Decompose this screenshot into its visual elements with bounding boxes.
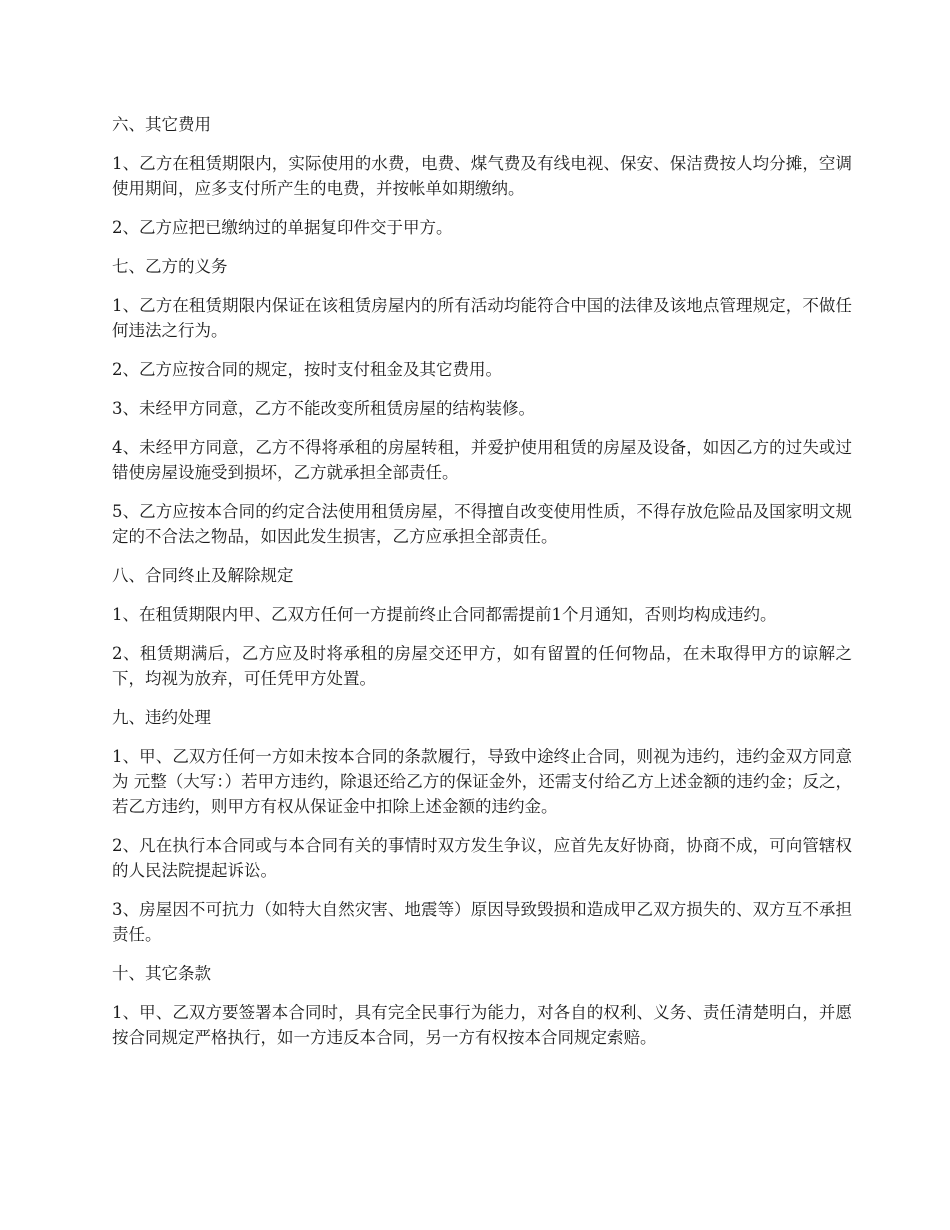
paragraph: 1、甲、乙双方任何一方如未按本合同的条款履行，导致中途终止合同，则视为违约，违约金双方同意为 元整（大写：）若甲方违约，除退还给乙方的保证金外，还需支付给乙方上述金额的违约金；反之，若乙方违约，则甲方有权从保证金中扣除上述金额的违约金。 [112,747,852,816]
section-heading: 十、其它条款 [112,964,211,983]
paragraph: 2、乙方应按合同的规定，按时支付租金及其它费用。 [112,360,502,379]
paragraph: 2、租赁期满后，乙方应及时将承租的房屋交还甲方，如有留置的任何物品，在未取得甲方的谅解之下，均视为放弃，可任凭甲方处置。 [112,644,852,688]
paragraph: 2、乙方应把已缴纳过的单据复印件交于甲方。 [112,218,453,237]
document-body [112,112,852,1064]
paragraph: 1、乙方在租赁期限内，实际使用的水费，电费、煤气费及有线电视、保安、保洁费按人均分摊，空调使用期间，应多支付所产生的电费，并按帐单如期缴纳。 [112,154,852,198]
paragraph: 1、乙方在租赁期限内保证在该租赁房屋内的所有活动均能符合中国的法律及该地点管理规定，不做任何违法之行为。 [112,296,852,340]
paragraph: 5、乙方应按本合同的约定合法使用租赁房屋，不得擅自改变使用性质，不得存放危险品及国家明文规定的不合法之物品，如因此发生损害，乙方应承担全部责任。 [112,502,852,546]
section-heading: 六、其它费用 [112,115,211,134]
paragraph: 4、未经甲方同意，乙方不得将承租的房屋转租，并爱护使用租赁的房屋及设备，如因乙方的过失或过错使房屋设施受到损坏，乙方就承担全部责任。 [112,438,852,482]
section-heading: 八、合同终止及解除规定 [112,566,294,585]
section-heading: 七、乙方的义务 [112,257,228,276]
paragraph: 1、甲、乙双方要签署本合同时，具有完全民事行为能力，对各自的权利、义务、责任清楚明白，并愿按合同规定严格执行，如一方违反本合同，另一方有权按本合同规定索赔。 [112,1003,852,1047]
paragraph: 1、在租赁期限内甲、乙双方任何一方提前终止合同都需提前1个月通知，否则均构成违约。 [112,605,777,624]
paragraph: 3、未经甲方同意，乙方不能改变所租赁房屋的结构装修。 [112,399,535,418]
paragraph: 3、房屋因不可抗力（如特大自然灾害、地震等）原因导致毁损和造成甲乙双方损失的、双方互不承担责任。 [112,900,852,944]
paragraph: 2、凡在执行本合同或与本合同有关的事情时双方发生争议，应首先友好协商，协商不成，可向管辖权的人民法院提起诉讼。 [112,836,852,880]
section-heading: 九、违约处理 [112,708,211,727]
